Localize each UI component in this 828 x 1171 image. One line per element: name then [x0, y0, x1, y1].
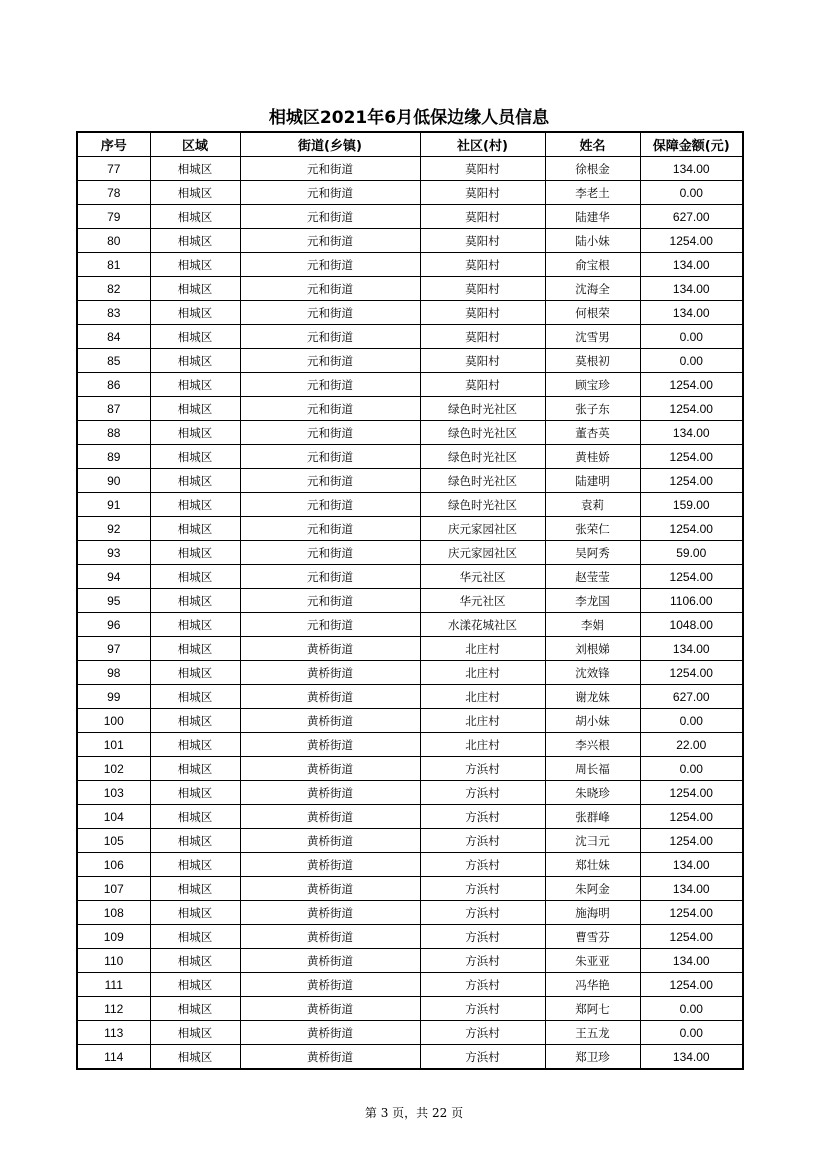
cell-index: 108	[77, 901, 150, 925]
cell-amount: 1254.00	[640, 829, 743, 853]
cell-amount: 1254.00	[640, 517, 743, 541]
cell-community: 北庄村	[420, 685, 545, 709]
cell-amount: 134.00	[640, 277, 743, 301]
cell-index: 86	[77, 373, 150, 397]
cell-community: 庆元家园社区	[420, 541, 545, 565]
cell-community: 方浜村	[420, 853, 545, 877]
cell-index: 104	[77, 805, 150, 829]
cell-district: 相城区	[150, 277, 240, 301]
column-header-index: 序号	[77, 132, 150, 157]
cell-index: 88	[77, 421, 150, 445]
cell-district: 相城区	[150, 205, 240, 229]
cell-amount: 0.00	[640, 181, 743, 205]
cell-community: 华元社区	[420, 565, 545, 589]
cell-community: 方浜村	[420, 877, 545, 901]
cell-community: 莫阳村	[420, 157, 545, 181]
cell-amount: 1106.00	[640, 589, 743, 613]
cell-index: 80	[77, 229, 150, 253]
cell-district: 相城区	[150, 733, 240, 757]
cell-street: 黄桥街道	[240, 805, 420, 829]
cell-community: 绿色时光社区	[420, 421, 545, 445]
cell-district: 相城区	[150, 469, 240, 493]
cell-street: 黄桥街道	[240, 637, 420, 661]
table-header-row	[77, 132, 743, 157]
roster-table	[76, 131, 744, 1070]
cell-district: 相城区	[150, 325, 240, 349]
cell-name: 陆建明	[545, 469, 640, 493]
cell-district: 相城区	[150, 253, 240, 277]
cell-district: 相城区	[150, 877, 240, 901]
cell-community: 方浜村	[420, 997, 545, 1021]
cell-amount: 22.00	[640, 733, 743, 757]
cell-name: 吴阿秀	[545, 541, 640, 565]
cell-index: 87	[77, 397, 150, 421]
cell-amount: 1254.00	[640, 781, 743, 805]
cell-amount: 1254.00	[640, 565, 743, 589]
cell-district: 相城区	[150, 853, 240, 877]
table-row	[77, 253, 743, 277]
cell-community: 北庄村	[420, 733, 545, 757]
cell-street: 元和街道	[240, 421, 420, 445]
cell-community: 北庄村	[420, 661, 545, 685]
cell-index: 79	[77, 205, 150, 229]
cell-community: 莫阳村	[420, 349, 545, 373]
cell-name: 朱亚亚	[545, 949, 640, 973]
table-row	[77, 781, 743, 805]
cell-district: 相城区	[150, 373, 240, 397]
cell-street: 元和街道	[240, 469, 420, 493]
cell-community: 莫阳村	[420, 373, 545, 397]
cell-community: 北庄村	[420, 709, 545, 733]
cell-street: 元和街道	[240, 181, 420, 205]
table-row	[77, 853, 743, 877]
cell-street: 黄桥街道	[240, 661, 420, 685]
cell-community: 绿色时光社区	[420, 397, 545, 421]
cell-amount: 1254.00	[640, 805, 743, 829]
cell-name: 张子东	[545, 397, 640, 421]
cell-name: 李娟	[545, 613, 640, 637]
cell-street: 黄桥街道	[240, 949, 420, 973]
cell-community: 莫阳村	[420, 277, 545, 301]
cell-community: 方浜村	[420, 805, 545, 829]
cell-street: 黄桥街道	[240, 877, 420, 901]
cell-street: 黄桥街道	[240, 1021, 420, 1045]
cell-name: 黄桂娇	[545, 445, 640, 469]
cell-district: 相城区	[150, 349, 240, 373]
cell-district: 相城区	[150, 445, 240, 469]
cell-street: 元和街道	[240, 541, 420, 565]
cell-name: 张群峰	[545, 805, 640, 829]
cell-district: 相城区	[150, 757, 240, 781]
cell-district: 相城区	[150, 685, 240, 709]
cell-name: 莫根初	[545, 349, 640, 373]
cell-name: 张荣仁	[545, 517, 640, 541]
page-footer: 第 3 页，共 22 页	[364, 1106, 464, 1120]
cell-community: 方浜村	[420, 829, 545, 853]
cell-amount: 0.00	[640, 757, 743, 781]
table-row	[77, 1045, 743, 1070]
cell-index: 105	[77, 829, 150, 853]
cell-index: 98	[77, 661, 150, 685]
cell-index: 93	[77, 541, 150, 565]
cell-community: 方浜村	[420, 757, 545, 781]
cell-community: 方浜村	[420, 973, 545, 997]
cell-district: 相城区	[150, 637, 240, 661]
cell-district: 相城区	[150, 829, 240, 853]
cell-index: 112	[77, 997, 150, 1021]
cell-amount: 134.00	[640, 253, 743, 277]
cell-community: 莫阳村	[420, 253, 545, 277]
column-header-name: 姓名	[545, 132, 640, 157]
table-row	[77, 157, 743, 181]
cell-amount: 134.00	[640, 1045, 743, 1070]
cell-street: 元和街道	[240, 493, 420, 517]
cell-amount: 627.00	[640, 685, 743, 709]
table-row	[77, 901, 743, 925]
cell-street: 黄桥街道	[240, 685, 420, 709]
table-row	[77, 517, 743, 541]
table-row	[77, 301, 743, 325]
cell-district: 相城区	[150, 949, 240, 973]
cell-district: 相城区	[150, 517, 240, 541]
table-row	[77, 925, 743, 949]
table-row	[77, 349, 743, 373]
cell-street: 元和街道	[240, 397, 420, 421]
cell-street: 元和街道	[240, 349, 420, 373]
cell-community: 北庄村	[420, 637, 545, 661]
cell-community: 绿色时光社区	[420, 445, 545, 469]
cell-index: 101	[77, 733, 150, 757]
cell-district: 相城区	[150, 589, 240, 613]
cell-name: 胡小妹	[545, 709, 640, 733]
cell-index: 96	[77, 613, 150, 637]
cell-index: 83	[77, 301, 150, 325]
cell-street: 元和街道	[240, 205, 420, 229]
cell-name: 顾宝珍	[545, 373, 640, 397]
cell-name: 刘根娣	[545, 637, 640, 661]
cell-amount: 59.00	[640, 541, 743, 565]
cell-index: 95	[77, 589, 150, 613]
cell-street: 黄桥街道	[240, 733, 420, 757]
cell-community: 绿色时光社区	[420, 469, 545, 493]
cell-district: 相城区	[150, 421, 240, 445]
table-row	[77, 613, 743, 637]
cell-index: 100	[77, 709, 150, 733]
cell-amount: 0.00	[640, 325, 743, 349]
cell-name: 郑阿七	[545, 997, 640, 1021]
cell-index: 103	[77, 781, 150, 805]
cell-district: 相城区	[150, 157, 240, 181]
cell-name: 俞宝根	[545, 253, 640, 277]
table-row	[77, 973, 743, 997]
cell-district: 相城区	[150, 805, 240, 829]
cell-index: 102	[77, 757, 150, 781]
cell-index: 110	[77, 949, 150, 973]
cell-name: 朱阿金	[545, 877, 640, 901]
cell-community: 水漾花城社区	[420, 613, 545, 637]
cell-name: 郑卫珍	[545, 1045, 640, 1070]
cell-index: 85	[77, 349, 150, 373]
table-row	[77, 661, 743, 685]
cell-amount: 134.00	[640, 637, 743, 661]
cell-street: 黄桥街道	[240, 781, 420, 805]
cell-street: 元和街道	[240, 229, 420, 253]
cell-district: 相城区	[150, 973, 240, 997]
cell-street: 元和街道	[240, 517, 420, 541]
cell-amount: 134.00	[640, 877, 743, 901]
cell-index: 107	[77, 877, 150, 901]
cell-district: 相城区	[150, 397, 240, 421]
cell-street: 元和街道	[240, 253, 420, 277]
table-row	[77, 205, 743, 229]
cell-amount: 0.00	[640, 1021, 743, 1045]
cell-community: 方浜村	[420, 1045, 545, 1070]
cell-district: 相城区	[150, 565, 240, 589]
cell-amount: 1254.00	[640, 661, 743, 685]
cell-index: 113	[77, 1021, 150, 1045]
table-row	[77, 685, 743, 709]
table-row	[77, 1021, 743, 1045]
cell-amount: 1254.00	[640, 973, 743, 997]
table-row	[77, 757, 743, 781]
cell-district: 相城区	[150, 181, 240, 205]
cell-name: 王五龙	[545, 1021, 640, 1045]
cell-amount: 1048.00	[640, 613, 743, 637]
cell-index: 114	[77, 1045, 150, 1070]
page-title: 相城区2021年6月低保边缘人员信息	[268, 108, 550, 128]
cell-street: 元和街道	[240, 565, 420, 589]
cell-district: 相城区	[150, 301, 240, 325]
cell-community: 庆元家园社区	[420, 517, 545, 541]
cell-amount: 159.00	[640, 493, 743, 517]
table-row	[77, 709, 743, 733]
cell-amount: 134.00	[640, 421, 743, 445]
cell-index: 109	[77, 925, 150, 949]
cell-amount: 1254.00	[640, 373, 743, 397]
cell-district: 相城区	[150, 925, 240, 949]
cell-community: 莫阳村	[420, 301, 545, 325]
table-row	[77, 229, 743, 253]
cell-name: 徐根金	[545, 157, 640, 181]
cell-amount: 134.00	[640, 301, 743, 325]
cell-street: 元和街道	[240, 613, 420, 637]
cell-community: 方浜村	[420, 925, 545, 949]
cell-amount: 1254.00	[640, 445, 743, 469]
cell-name: 郑壮妹	[545, 853, 640, 877]
cell-district: 相城区	[150, 661, 240, 685]
cell-amount: 1254.00	[640, 229, 743, 253]
cell-name: 李老土	[545, 181, 640, 205]
column-header-street: 街道(乡镇)	[240, 132, 420, 157]
cell-name: 赵莹莹	[545, 565, 640, 589]
cell-name: 施海明	[545, 901, 640, 925]
cell-street: 元和街道	[240, 589, 420, 613]
cell-community: 莫阳村	[420, 205, 545, 229]
cell-index: 97	[77, 637, 150, 661]
cell-name: 沈效锋	[545, 661, 640, 685]
table-row	[77, 493, 743, 517]
cell-name: 沈海全	[545, 277, 640, 301]
cell-name: 李龙国	[545, 589, 640, 613]
cell-index: 99	[77, 685, 150, 709]
cell-street: 黄桥街道	[240, 997, 420, 1021]
cell-amount: 1254.00	[640, 901, 743, 925]
cell-community: 方浜村	[420, 949, 545, 973]
cell-street: 元和街道	[240, 277, 420, 301]
cell-amount: 0.00	[640, 997, 743, 1021]
cell-index: 77	[77, 157, 150, 181]
cell-street: 元和街道	[240, 157, 420, 181]
cell-amount: 0.00	[640, 349, 743, 373]
table-row	[77, 445, 743, 469]
cell-street: 黄桥街道	[240, 973, 420, 997]
cell-street: 元和街道	[240, 325, 420, 349]
table-row	[77, 637, 743, 661]
cell-index: 82	[77, 277, 150, 301]
cell-name: 李兴根	[545, 733, 640, 757]
cell-name: 谢龙妹	[545, 685, 640, 709]
table-row	[77, 877, 743, 901]
cell-name: 袁莉	[545, 493, 640, 517]
table-body	[77, 157, 743, 1070]
cell-name: 周长福	[545, 757, 640, 781]
column-header-amount: 保障金额(元)	[640, 132, 743, 157]
table-row	[77, 397, 743, 421]
cell-community: 莫阳村	[420, 325, 545, 349]
cell-community: 方浜村	[420, 901, 545, 925]
cell-street: 黄桥街道	[240, 757, 420, 781]
cell-amount: 134.00	[640, 949, 743, 973]
cell-district: 相城区	[150, 229, 240, 253]
cell-district: 相城区	[150, 541, 240, 565]
table-row	[77, 373, 743, 397]
cell-community: 绿色时光社区	[420, 493, 545, 517]
cell-district: 相城区	[150, 1021, 240, 1045]
cell-amount: 1254.00	[640, 469, 743, 493]
cell-street: 黄桥街道	[240, 829, 420, 853]
cell-district: 相城区	[150, 1045, 240, 1070]
cell-index: 90	[77, 469, 150, 493]
cell-amount: 0.00	[640, 709, 743, 733]
cell-amount: 1254.00	[640, 925, 743, 949]
cell-name: 陆小妹	[545, 229, 640, 253]
cell-index: 81	[77, 253, 150, 277]
cell-name: 何根荣	[545, 301, 640, 325]
cell-name: 沈雪男	[545, 325, 640, 349]
cell-amount: 134.00	[640, 157, 743, 181]
cell-index: 106	[77, 853, 150, 877]
table-row	[77, 805, 743, 829]
cell-street: 黄桥街道	[240, 1045, 420, 1070]
cell-community: 方浜村	[420, 1021, 545, 1045]
cell-district: 相城区	[150, 901, 240, 925]
cell-street: 黄桥街道	[240, 853, 420, 877]
cell-index: 89	[77, 445, 150, 469]
cell-index: 91	[77, 493, 150, 517]
cell-community: 方浜村	[420, 781, 545, 805]
cell-name: 朱晓珍	[545, 781, 640, 805]
cell-district: 相城区	[150, 613, 240, 637]
cell-street: 黄桥街道	[240, 925, 420, 949]
table-row	[77, 565, 743, 589]
table-row	[77, 733, 743, 757]
cell-street: 黄桥街道	[240, 709, 420, 733]
cell-name: 沈彐元	[545, 829, 640, 853]
cell-community: 华元社区	[420, 589, 545, 613]
cell-street: 元和街道	[240, 373, 420, 397]
cell-name: 陆建华	[545, 205, 640, 229]
cell-street: 黄桥街道	[240, 901, 420, 925]
table-row	[77, 829, 743, 853]
cell-street: 元和街道	[240, 445, 420, 469]
column-header-district: 区域	[150, 132, 240, 157]
cell-amount: 1254.00	[640, 397, 743, 421]
table-row	[77, 997, 743, 1021]
table-row	[77, 589, 743, 613]
cell-community: 莫阳村	[420, 229, 545, 253]
table-row	[77, 421, 743, 445]
cell-street: 元和街道	[240, 301, 420, 325]
cell-district: 相城区	[150, 997, 240, 1021]
cell-district: 相城区	[150, 493, 240, 517]
cell-name: 冯华艳	[545, 973, 640, 997]
cell-community: 莫阳村	[420, 181, 545, 205]
table-row	[77, 277, 743, 301]
cell-district: 相城区	[150, 709, 240, 733]
cell-index: 78	[77, 181, 150, 205]
cell-name: 曹雪芬	[545, 925, 640, 949]
cell-district: 相城区	[150, 781, 240, 805]
cell-amount: 134.00	[640, 853, 743, 877]
table-row	[77, 469, 743, 493]
cell-index: 92	[77, 517, 150, 541]
table-row	[77, 541, 743, 565]
cell-name: 董杏英	[545, 421, 640, 445]
table-row	[77, 181, 743, 205]
table-row	[77, 949, 743, 973]
column-header-community: 社区(村)	[420, 132, 545, 157]
cell-index: 84	[77, 325, 150, 349]
cell-index: 111	[77, 973, 150, 997]
cell-index: 94	[77, 565, 150, 589]
table-row	[77, 325, 743, 349]
cell-amount: 627.00	[640, 205, 743, 229]
